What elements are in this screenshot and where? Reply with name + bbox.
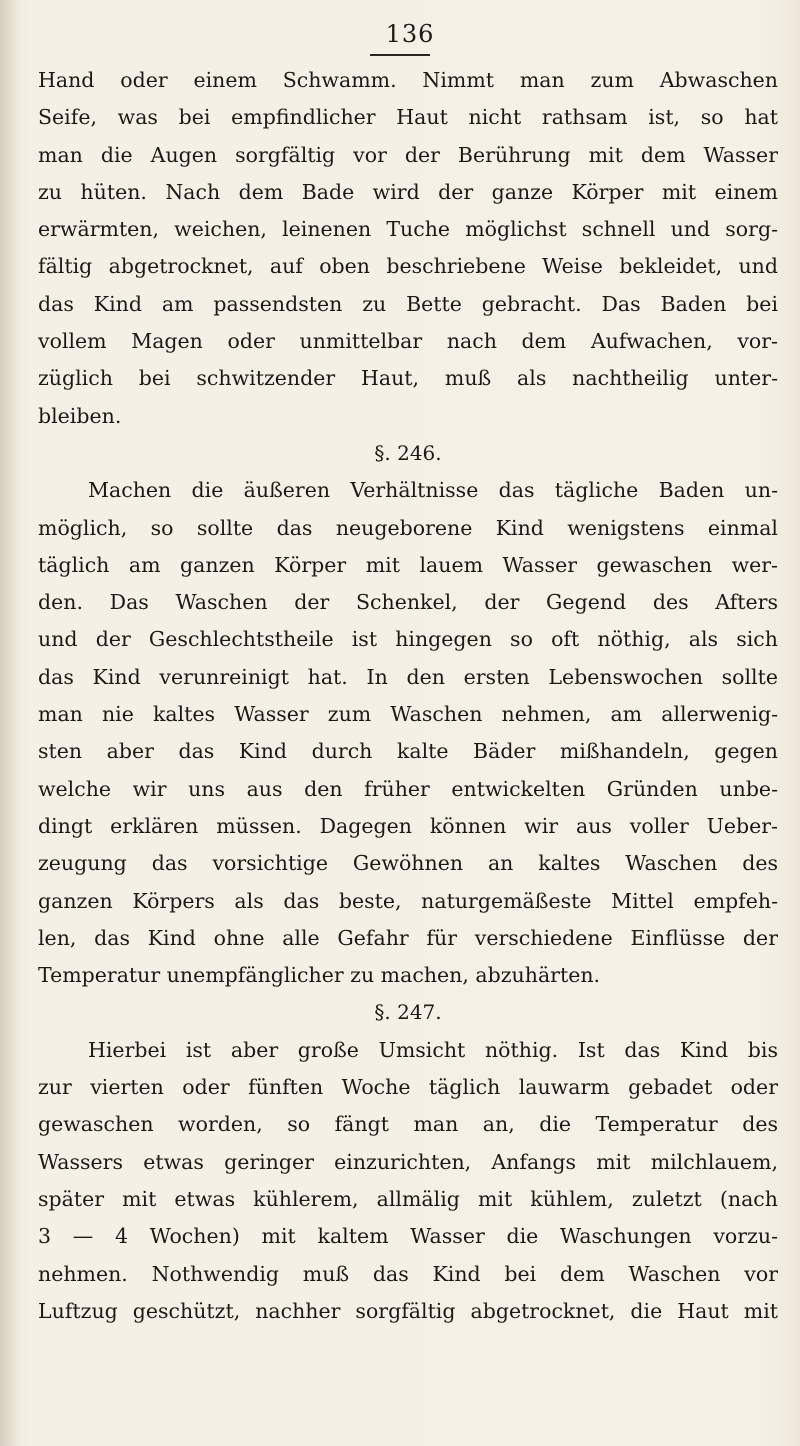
- text-line: Hierbei ist aber große Umsicht nöthig. Ist das Kind bis: [88, 1037, 778, 1062]
- text-line: man die Augen sorgfältig vor der Berührung mit dem Wasser: [38, 142, 778, 167]
- text-line: züglich bei schwitzender Haut, muß als nachtheilig unter-: [38, 366, 778, 391]
- text-line: fältig abgetrocknet, auf oben beschriebene Weise bekleidet, und: [38, 254, 778, 279]
- gutter-shadow: [0, 0, 18, 1446]
- text-line: Machen die äußeren Verhältnisse das tägliche Baden un-: [88, 478, 778, 503]
- paragraph-3: [38, 1032, 778, 1330]
- text-line: nehmen. Nothwendig muß das Kind bei dem Waschen vor: [38, 1261, 778, 1286]
- text-line: dingt erklären müssen. Dagegen können wir aus voller Ueber-: [38, 813, 778, 838]
- paragraph-1: [38, 62, 778, 435]
- text-line: len, das Kind ohne alle Gefahr für verschiedene Einflüsse der: [38, 925, 778, 950]
- text-line: den. Das Waschen der Schenkel, der Gegend des Afters: [38, 590, 778, 615]
- text-line: das Kind am passendsten zu Bette gebracht. Das Baden bei: [38, 291, 778, 316]
- text-line: welche wir uns aus den früher entwickelten Gründen unbe-: [38, 776, 778, 801]
- text-line: 3 — 4 Wochen) mit kaltem Wasser die Waschungen vorzu-: [38, 1224, 778, 1249]
- text-line: später mit etwas kühlerem, allmälig mit kühlem, zuletzt (nach: [38, 1186, 778, 1211]
- text-line: möglich, so sollte das neugeborene Kind wenigstens einmal: [38, 515, 778, 540]
- text-line: bleiben.: [38, 403, 122, 428]
- text-line: das Kind verunreinigt hat. In den ersten Lebenswochen sollte: [38, 664, 778, 689]
- section-heading-247: §. 247.: [374, 1000, 442, 1025]
- text-line: Temperatur unempfänglicher zu machen, abzuhärten.: [38, 963, 601, 988]
- paragraph-2: [38, 472, 778, 994]
- body-text: [38, 62, 778, 1330]
- text-line: Hand oder einem Schwamm. Nimmt man zum Abwaschen: [38, 68, 778, 92]
- text-line: zur vierten oder fünften Woche täglich lauwarm gebadet oder: [38, 1075, 778, 1100]
- text-line: man nie kaltes Wasser zum Waschen nehmen, am allerwenig-: [38, 702, 778, 727]
- text-line: täglich am ganzen Körper mit lauem Wasser gewaschen wer-: [38, 552, 778, 577]
- text-line: gewaschen worden, so fängt man an, die Temperatur des: [38, 1112, 778, 1137]
- section-heading-246: §. 246.: [374, 440, 442, 465]
- text-line: Seife, was bei empfindlicher Haut nicht rathsam ist, so hat: [38, 105, 778, 130]
- text-line: zu hüten. Nach dem Bade wird der ganze Körper mit einem: [38, 179, 778, 204]
- text-line: Wassers etwas geringer einzurichten, Anfangs mit milchlauem,: [38, 1149, 778, 1174]
- text-line: ganzen Körpers als das beste, naturgemäßeste Mittel empfeh-: [38, 888, 778, 913]
- text-line: zeugung das vorsichtige Gewöhnen an kaltes Waschen des: [38, 851, 778, 876]
- text-line: sten aber das Kind durch kalte Bäder mißhandeln, gegen: [38, 739, 778, 764]
- text-line: erwärmten, weichen, leinenen Tuche möglichst schnell und sorg-: [38, 217, 778, 242]
- text-line: Luftzug geschützt, nachher sorgfältig abgetrocknet, die Haut mit: [38, 1298, 778, 1323]
- text-line: und der Geschlechtstheile ist hingegen so oft nöthig, als sich: [38, 627, 778, 652]
- text-line: vollem Magen oder unmittelbar nach dem Aufwachen, vor-: [38, 329, 778, 354]
- page-number-rule: [370, 54, 430, 56]
- page-number: 136: [385, 20, 435, 48]
